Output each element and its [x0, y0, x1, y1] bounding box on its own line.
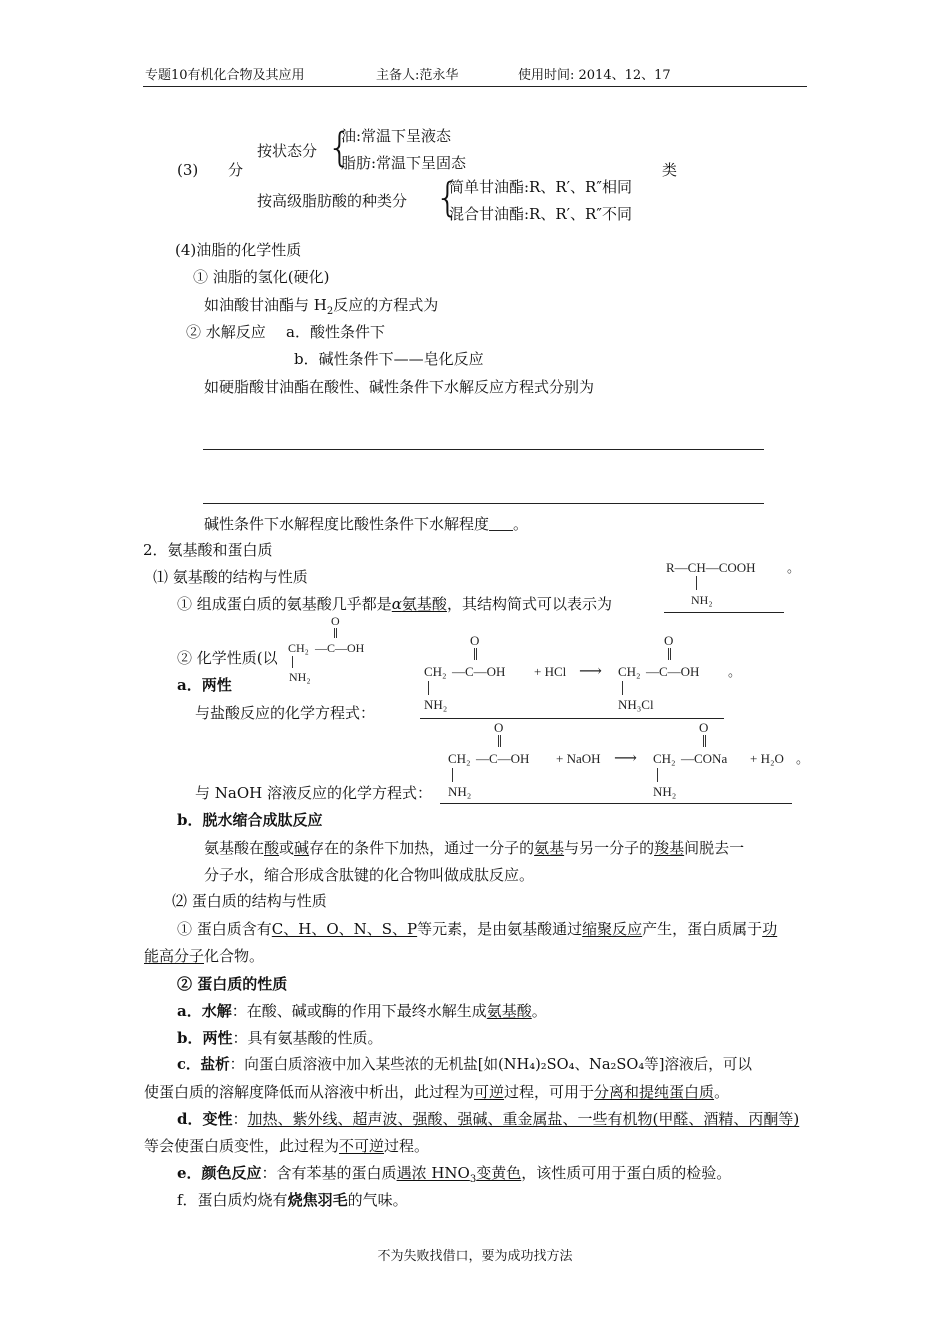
props-compare: 碱性条件下水解程度比酸性条件下水解程度 。 — [204, 515, 529, 533]
hcl-dbl2 — [668, 648, 671, 660]
props-title: (4)油脂的化学性质 — [175, 241, 302, 259]
simple-glyceride: 简单甘油酯:R、R′、R″相同 — [449, 178, 632, 196]
pep-line1: 氨基酸在酸或碱存在的条件下加热，通过一分子的氨基与另一分子的羧基间脱去一 — [204, 839, 745, 857]
class-lei: 类 — [662, 161, 678, 179]
protein-props-title: ② 蛋白质的性质 — [177, 975, 288, 993]
protein-c: c．盐析：向蛋白质溶液中加入某些浓的无机盐[如(NH₄)₂SO₄、Na₂SO₄等]溶液后，可以 — [177, 1056, 753, 1073]
gly-coh: —C—OH — [315, 641, 365, 655]
naoh-ch2-b: CH₂ — [653, 751, 676, 766]
state-fat: 脂肪:常温下呈固态 — [341, 154, 467, 172]
naoh-underline — [440, 803, 792, 804]
header-author: 主备人:范永华 — [376, 68, 459, 83]
hcl-ch2-b: CH₂ — [618, 664, 641, 679]
general-nh2: NH₂ — [691, 593, 713, 607]
naoh-plus: + NaOH — [556, 751, 601, 766]
naoh-nbond-a — [452, 768, 453, 782]
protein-c-l2: 使蛋白质的溶解度降低而从溶液中析出，此过程为可逆过程，可用于分离和提纯蛋白质。 — [144, 1083, 730, 1101]
hcl-o1: O — [470, 633, 480, 648]
naoh-o1: O — [494, 720, 504, 735]
protein-sub2: ⑵ 蛋白质的结构与性质 — [172, 892, 327, 910]
hcl-dbl1 — [474, 648, 477, 660]
compare-blank[interactable] — [489, 516, 513, 531]
pep-title: b．脱水缩合成肽反应 — [177, 811, 323, 829]
amino-p2: ② 化学性质(以 — [177, 649, 278, 667]
naoh-ch2-a: CH₂ — [448, 751, 471, 766]
brace-acid: { — [435, 175, 461, 221]
gly-ch2: CH₂ — [288, 641, 309, 655]
protein-s1: ① 蛋白质含有C、H、O、N、S、P等元素，是由氨基酸通过缩聚反应产生，蛋白质属于功 — [177, 920, 778, 938]
props-hydrolysis: ② 水解反应 — [186, 323, 266, 341]
props-hydro: ① 油脂的氢化(硬化) — [193, 268, 330, 286]
gly-o: O — [331, 614, 340, 628]
answer-line-1[interactable] — [203, 449, 764, 450]
hcl-nbond-b — [622, 681, 623, 695]
naoh-dbl2 — [703, 735, 706, 747]
class-fen: 分 — [228, 161, 244, 179]
naoh-dbl1 — [498, 735, 501, 747]
hcl-dot: 。 — [728, 664, 742, 679]
section-amino: 2．氨基酸和蛋白质 — [143, 541, 273, 559]
class-by-acid: 按高级脂肪酸的种类分 — [257, 192, 408, 210]
naoh-nh2-a: NH₂ — [448, 784, 472, 799]
hcl-ch2-a: CH₂ — [424, 664, 447, 679]
protein-e: e．颜色反应：含有苯基的蛋白质遇浓 $HNO_3$变黄色，该性质可用于蛋白质的检验。 — [177, 1164, 732, 1185]
naoh-label: 与 NaOH 溶液反应的化学方程式： — [195, 784, 432, 802]
naoh-nbond-b — [657, 768, 658, 782]
hcl-underline — [420, 718, 724, 719]
hcl-coh-a: —C—OH — [452, 664, 506, 679]
footer-motto: 不为失败找借口，要为成功找方法 — [377, 1249, 573, 1264]
pep-line2: 分子水，缩合形成含肽键的化合物叫做成肽反应。 — [204, 866, 535, 884]
class-num: (3) — [177, 161, 199, 179]
header-topic: 专题10有机化合物及其应用 — [145, 68, 305, 83]
general-formula: R—CH—COOH — [666, 560, 756, 575]
hcl-nh3cl: NH₃Cl — [618, 697, 654, 712]
gly-nh2: NH₂ — [289, 670, 311, 684]
header-date: 使用时间: 2014、12、17 — [518, 68, 671, 83]
hcl-nbond-a — [428, 681, 429, 695]
state-oil: 油:常温下呈液态 — [341, 127, 452, 145]
naoh-dot: 。 — [796, 751, 810, 766]
general-period: 。 — [787, 560, 801, 575]
amph-title: a．两性 — [177, 676, 232, 694]
naoh-h2o: + H₂O — [750, 751, 784, 766]
naoh-nh2-b: NH₂ — [653, 784, 677, 799]
protein-f: f．蛋白质灼烧有烧焦羽毛的气味。 — [177, 1191, 408, 1209]
hcl-label: 与盐酸反应的化学方程式： — [195, 704, 376, 722]
formula-answer-line — [664, 612, 784, 613]
class-by-state: 按状态分 — [257, 142, 318, 160]
props-acid-cond: a．酸性条件下 — [286, 323, 385, 341]
amino-sub1: ⑴ 氨基酸的结构与性质 — [153, 568, 308, 586]
props-hydro-eq: 如油酸甘油酯与 $H_2$反应的方程式为 — [204, 296, 439, 317]
mixed-glyceride: 混合甘油酯:R、R′、R″不同 — [449, 205, 632, 223]
gly-n-bond — [292, 656, 293, 668]
protein-b: b．两性：具有氨基酸的性质。 — [177, 1029, 383, 1047]
brace-state: { — [327, 125, 353, 171]
naoh-coh: —C—OH — [476, 751, 530, 766]
header-rule — [143, 86, 807, 87]
naoh-o2: O — [699, 720, 709, 735]
gly-co-bond — [334, 628, 337, 638]
hcl-arrow: ⟶ — [579, 663, 602, 680]
hcl-plus: + HCl — [534, 664, 567, 679]
props-base-cond: b．碱性条件下——皂化反应 — [294, 350, 484, 368]
protein-a: a．水解：在酸、碱或酶的作用下最终水解生成氨基酸。 — [177, 1002, 547, 1020]
protein-d: d．变性：加热、紫外线、超声波、强酸、强碱、重金属盐、一些有机物(甲醛、酒精、丙酮等) — [177, 1110, 800, 1128]
hcl-coh-b: —C—OH — [646, 664, 700, 679]
general-bond — [696, 576, 697, 590]
protein-s1-l2: 能高分子化合物。 — [144, 947, 265, 965]
hcl-nh2: NH₂ — [424, 697, 448, 712]
answer-line-2[interactable] — [203, 503, 764, 504]
naoh-arrow: ⟶ — [614, 750, 637, 767]
amino-p1: ① 组成蛋白质的氨基酸几乎都是α氨基酸，其结构简式可以表示为 — [177, 595, 612, 613]
hcl-o2: O — [664, 633, 674, 648]
props-stearin: 如硬脂酸甘油酯在酸性、碱性条件下水解反应方程式分别为 — [204, 378, 595, 396]
protein-d-l2: 等会使蛋白质变性，此过程为不可逆过程。 — [144, 1137, 430, 1155]
naoh-cona: —CONa — [681, 751, 728, 766]
